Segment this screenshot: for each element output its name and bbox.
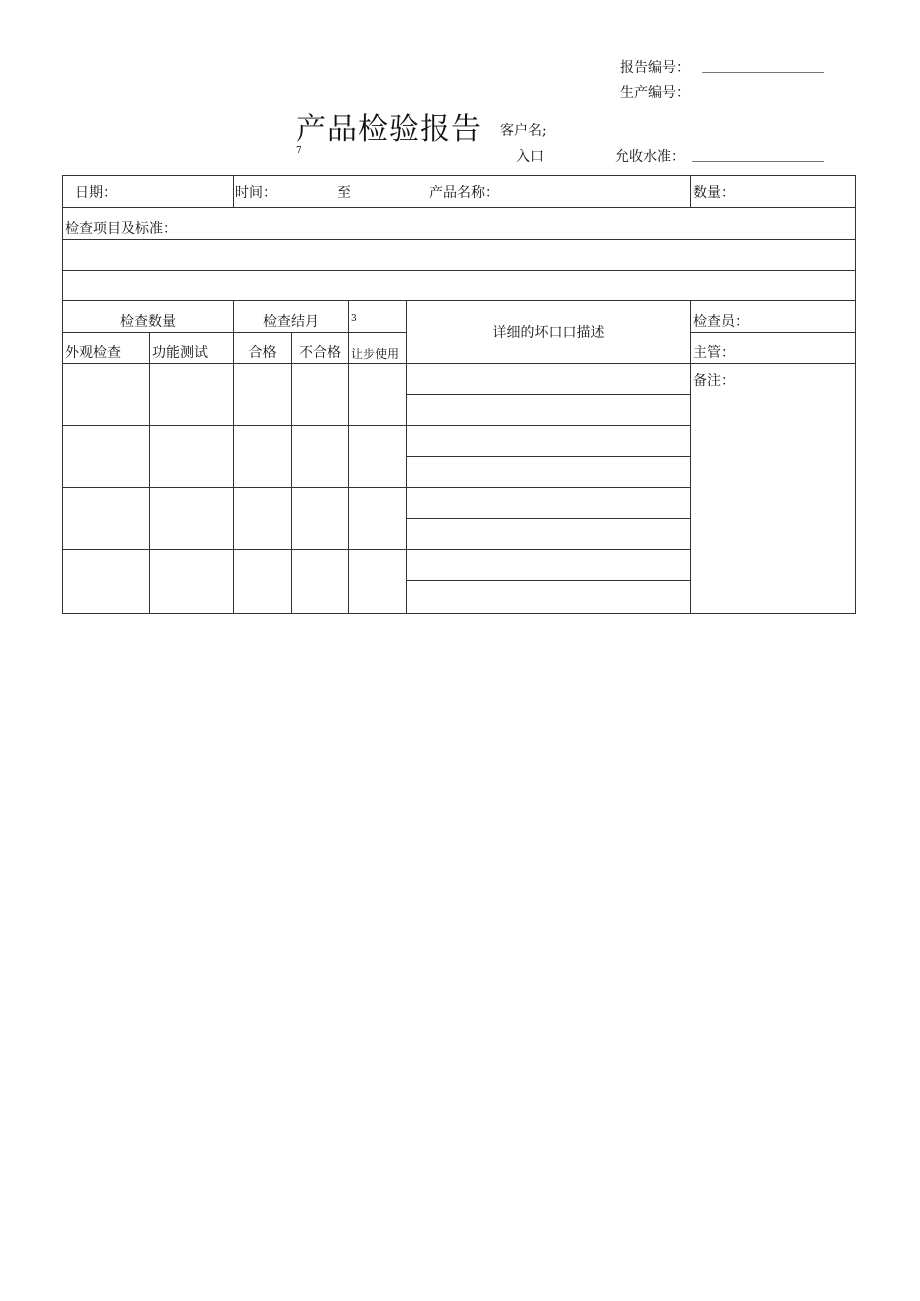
product-name-label: 产品名称： bbox=[429, 184, 499, 201]
concession-cell bbox=[349, 364, 407, 426]
description-cell bbox=[407, 395, 691, 426]
inspection-form-table bbox=[62, 175, 856, 614]
description-cell bbox=[407, 364, 691, 395]
function-cell bbox=[150, 488, 234, 550]
description-cell bbox=[407, 581, 691, 614]
fail-cell bbox=[292, 550, 349, 614]
acceptance-level-line bbox=[692, 161, 824, 162]
pass-cell bbox=[234, 364, 292, 426]
acceptance-level-label: 允收水准： bbox=[615, 149, 685, 165]
time-label: 时间： bbox=[235, 184, 277, 201]
date-time-product-cell bbox=[63, 176, 691, 208]
date-label: 日期： bbox=[75, 184, 117, 201]
report-number-label: 报告编号： bbox=[620, 60, 690, 76]
inspection-items-row-1 bbox=[63, 240, 856, 271]
fail-cell bbox=[292, 426, 349, 488]
appearance-check-header: 外观检查 bbox=[63, 333, 150, 364]
report-number-line bbox=[702, 72, 824, 73]
remarks-label: 备注： bbox=[691, 364, 856, 614]
concession-cell bbox=[349, 488, 407, 550]
pass-cell bbox=[234, 488, 292, 550]
pass-cell bbox=[234, 426, 292, 488]
supervisor-label: 主管： bbox=[691, 333, 856, 364]
mark-three: 3 bbox=[351, 314, 357, 324]
pass-cell bbox=[234, 550, 292, 614]
fail-cell bbox=[292, 364, 349, 426]
inspector-label: 检查员： bbox=[691, 301, 856, 333]
appearance-cell bbox=[63, 488, 150, 550]
fail-cell bbox=[292, 488, 349, 550]
function-cell bbox=[150, 550, 234, 614]
function-cell bbox=[150, 364, 234, 426]
time-to-label: 至 bbox=[337, 184, 351, 201]
concession-cell bbox=[349, 550, 407, 614]
concession-cell bbox=[349, 426, 407, 488]
pass-header: 合格 bbox=[234, 333, 292, 364]
mark-seven: 7 bbox=[296, 146, 302, 156]
description-cell bbox=[407, 426, 691, 457]
function-test-header: 功能测试 bbox=[150, 333, 234, 364]
inspection-items-row-2 bbox=[63, 271, 856, 301]
inspect-result-header: 检查结月 bbox=[234, 301, 349, 333]
function-cell bbox=[150, 426, 234, 488]
description-cell bbox=[407, 457, 691, 488]
page-title: 产品检验报告 bbox=[296, 112, 482, 147]
entry-label: 入口 bbox=[516, 149, 544, 165]
quantity-label: 数量： bbox=[691, 176, 856, 208]
concession-use-header: 让步使用 bbox=[349, 333, 407, 364]
production-number-label: 生产编号： bbox=[620, 85, 690, 101]
inspect-quantity-header: 检查数量 bbox=[63, 301, 234, 333]
appearance-cell bbox=[63, 426, 150, 488]
appearance-cell bbox=[63, 550, 150, 614]
customer-name-label: 客户名; bbox=[500, 123, 547, 139]
defect-description-header: 详细的坏口口描述 bbox=[407, 301, 691, 364]
inspection-items-label: 检查项目及标准： bbox=[63, 208, 856, 240]
appearance-cell bbox=[63, 364, 150, 426]
description-cell bbox=[407, 550, 691, 581]
date-time-divider bbox=[233, 176, 234, 207]
fail-header: 不合格 bbox=[292, 333, 349, 364]
description-cell bbox=[407, 519, 691, 550]
description-cell bbox=[407, 488, 691, 519]
